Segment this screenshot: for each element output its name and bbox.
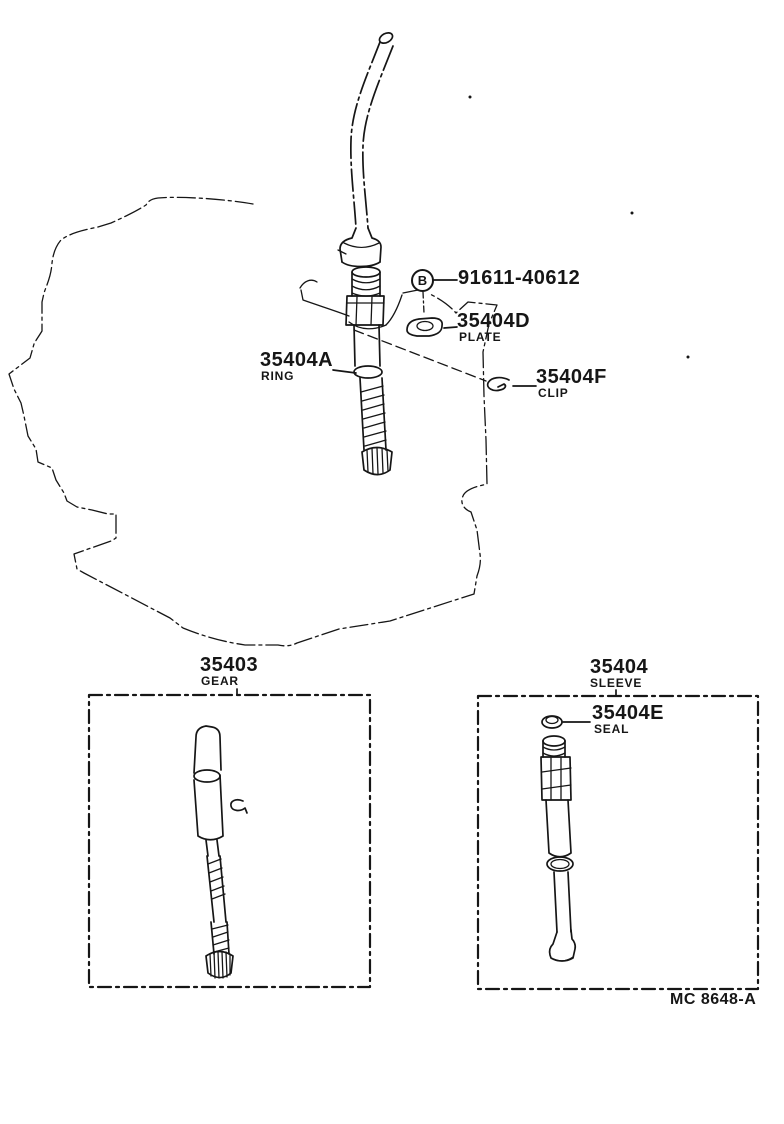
sleeve-part-drawing (541, 736, 575, 961)
speedometer-cable (351, 31, 394, 228)
gear-clip-mark (231, 800, 247, 813)
cable-ferrule (338, 228, 381, 267)
ring-installed-drawing (354, 366, 382, 378)
plate-part-number: 35404D (457, 310, 531, 332)
plate-caption: PLATE (459, 330, 502, 344)
clip-caption: CLIP (538, 386, 569, 400)
bolt-symbol: B (411, 269, 434, 292)
bolt-part-number: 91611-40612 (458, 267, 581, 289)
seal-caption: SEAL (594, 722, 630, 736)
clip-part-number: 35404F (536, 366, 607, 388)
ring-part-number: 35404A (260, 349, 334, 371)
seal-part-number: 35404E (592, 702, 664, 724)
gear-shaft-installed-drawing (360, 378, 392, 475)
sleeve-box-part-number: 35404 (590, 656, 649, 678)
sleeve-box-caption: SLEEVE (590, 676, 643, 690)
gear-box-border (89, 689, 370, 987)
ring-caption: RING (261, 369, 295, 383)
transmission-case-outline (9, 197, 497, 645)
gear-box-caption: GEAR (201, 674, 239, 688)
plate-drawing (407, 318, 457, 336)
seal-drawing (542, 716, 590, 728)
clip-drawing (488, 378, 536, 391)
gear-part-drawing (194, 726, 247, 978)
sleeve-installed-drawing (346, 267, 384, 366)
figure-code: MC 8648-A (670, 991, 757, 1008)
gear-box-part-number: 35403 (200, 654, 259, 676)
